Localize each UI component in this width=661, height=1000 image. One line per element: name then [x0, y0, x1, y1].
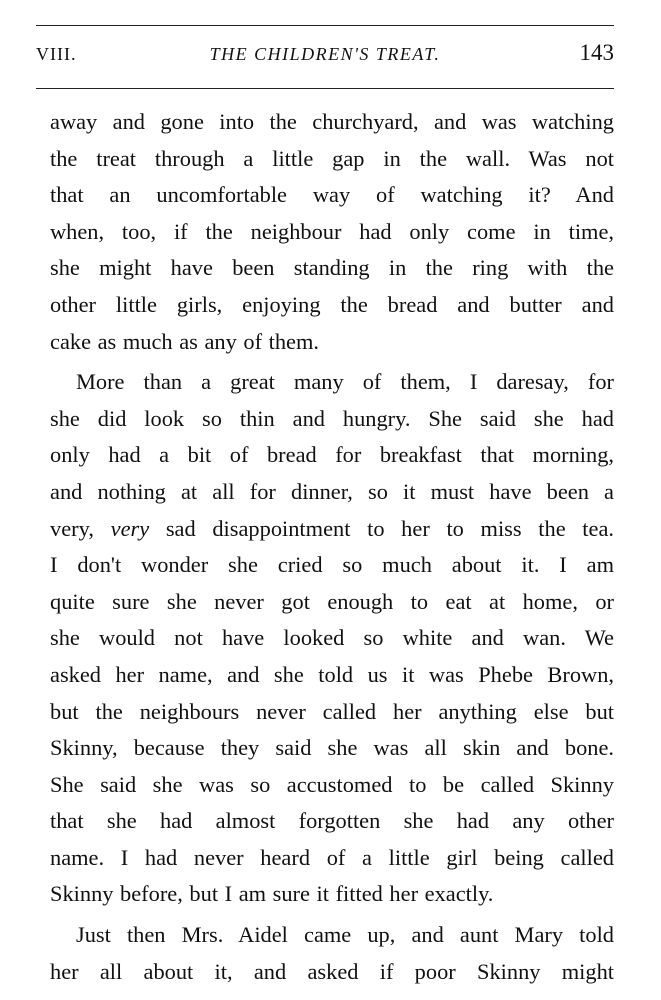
text-line: cake as much as any of them. — [50, 328, 319, 354]
text-line: asked her name, and she told us it was Phebe Brown, — [50, 661, 614, 687]
body-text — [50, 104, 614, 990]
text-line: that an uncomfortable way of watching it? And — [50, 182, 614, 208]
text-line: and nothing at all for dinner, so it must have been a — [50, 478, 614, 504]
text-line: She said she was so accustomed to be called Skinny — [50, 771, 614, 797]
text-line: but the neighbours never called her anything else but — [50, 698, 614, 724]
text-line: she would not have looked so white and wan. We — [50, 625, 614, 651]
text-line-with-emphasis — [50, 511, 614, 548]
text-fragment: sad disappointment to her to miss the tea. — [165, 515, 614, 541]
text-line: her all about it, and asked if poor Skinny might — [50, 958, 614, 984]
text-line: she might have been standing in the ring with the — [50, 255, 614, 281]
text-line: away and gone into the churchyard, and was watching — [50, 109, 614, 134]
text-line: Skinny before, but I am sure it fitted her exactly. — [50, 881, 494, 907]
text-line: that she had almost forgotten she had any other — [50, 808, 614, 834]
text-line: More than a great many of them, I daresay, for — [76, 369, 614, 395]
text-line: other little girls, enjoying the bread and butter and — [50, 291, 614, 317]
text-line: she did look so thin and hungry. She said she had — [50, 405, 614, 431]
text-line: quite sure she never got enough to eat at home, or — [50, 588, 614, 614]
text-fragment: very, — [50, 515, 94, 541]
text-line: I don't wonder she cried so much about it. I am — [50, 552, 614, 578]
chapter-number: VIII. — [36, 44, 77, 64]
running-title: THE CHILDREN'S TREAT. — [209, 44, 441, 64]
text-line: only had a bit of bread for breakfast that morning, — [50, 442, 614, 468]
text-line: the treat through a little gap in the wall. Was not — [50, 145, 614, 171]
page-number: 143 — [579, 40, 614, 65]
top-rule — [36, 25, 614, 26]
text-line: Just then Mrs. Aidel came up, and aunt Mary told — [76, 922, 614, 948]
emphasized-word: very — [110, 515, 150, 541]
header-rule — [36, 88, 614, 89]
running-head — [36, 38, 614, 78]
text-line: Skinny, because they said she was all skin and bone. — [50, 735, 614, 761]
text-line: name. I had never heard of a little girl being called — [50, 844, 614, 870]
text-line: when, too, if the neighbour had only come in time, — [50, 218, 614, 244]
